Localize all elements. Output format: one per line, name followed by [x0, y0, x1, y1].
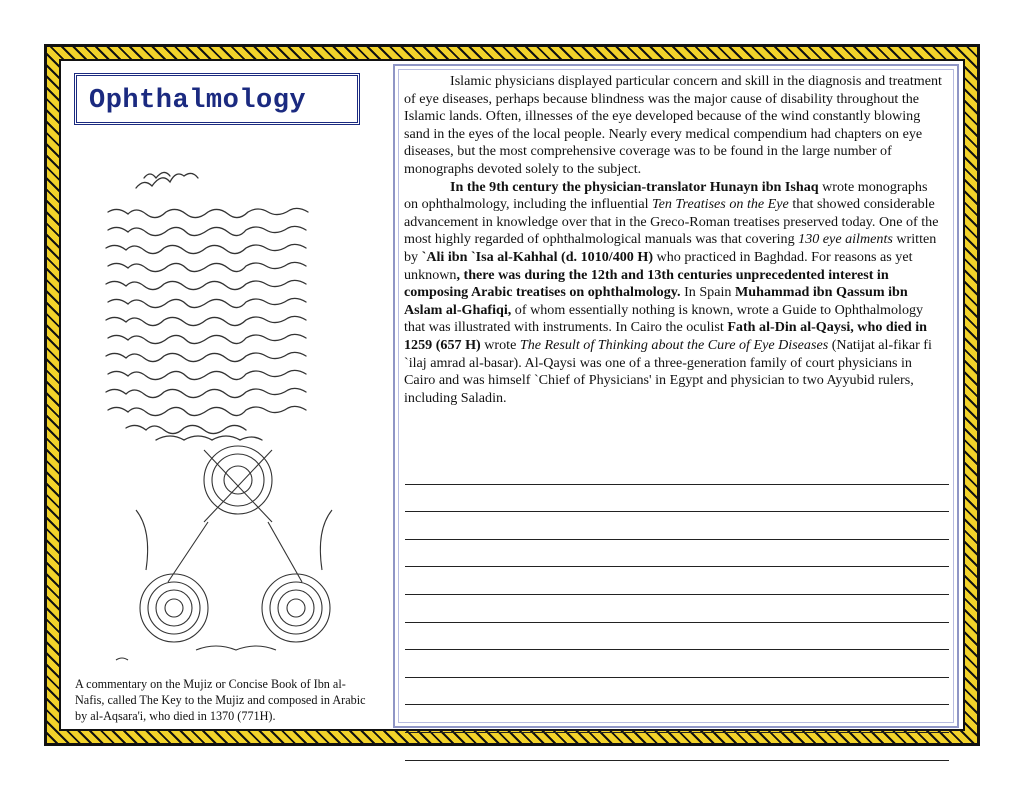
writing-line — [405, 485, 949, 513]
writing-line — [405, 512, 949, 540]
emphasis-text: , there was during the 12th and 13th centuries unprecedented interest in composing Arabic treatises on ophthalmology. — [404, 266, 889, 301]
emphasis-text: `Ali ibn `Isa al-Kahhal (d. 1010/400 H) — [421, 248, 654, 265]
paragraph-1: Islamic physicians displayed particular concern and skill in the diagnosis and treatment of eye diseases, perhaps because blindness was the major cause of disability throughout the Islamic lands. Often, illnesses of the eye developed because of the wind constantly blowing sand in the eyes of the local people. Nearly every medical compendium had chapters on eye diseases, but the most comprehensive coverage was to be found in the large number of monographs devoted solely to the subject. — [404, 73, 942, 177]
writing-line — [405, 678, 949, 706]
body-text: of whom essentially nothing is known, wrote a Guide to Ophthalmology that was illustrated with instruments. In Cairo the oculist — [404, 301, 924, 336]
body-text: that showed considerable advancement in knowledge over that in the Greco-Roman treatises preserved today. One of the most highly regarded of ophthalmological manuals was that covering — [404, 196, 939, 248]
body-text: wrote monographs on ophthalmology, including the influential — [404, 178, 928, 213]
writing-line — [405, 567, 949, 595]
body-text: (Natijat al-fikar fi `ilaj amrad al-basar). Al-Qaysi was one of a three-generation family of court physicians in Cairo and was himself `Chief of Physicians' in Egypt and physician to two Ayyubid rulers, including Saladin. — [404, 336, 932, 406]
writing-line — [405, 705, 949, 733]
writing-line — [405, 650, 949, 678]
article-panel — [393, 64, 959, 728]
book-title: The Result of Thinking about the Cure of Eye Diseases — [519, 336, 829, 353]
title-box — [74, 73, 360, 125]
body-text: written by — [404, 231, 937, 265]
writing-lines — [405, 457, 949, 761]
emphasis-text: Muhammad ibn Qassum ibn Aslam al-Ghafiqi, — [404, 284, 908, 318]
page-title: Ophthalmology — [89, 86, 307, 116]
manuscript-image — [96, 150, 366, 670]
emphasis-text: Fath al-Din al-Qaysi, who died in 1259 (657 H) — [404, 319, 928, 353]
body-text: In Spain — [680, 284, 735, 301]
eye-diagram — [116, 446, 332, 660]
figure-caption: A commentary on the Mujiz or Concise Book of Ibn al-Nafis, called The Key to the Mujiz and composed in Arabic by al-Aqsara'i, who died in 1370 (771H). — [75, 677, 366, 723]
writing-line — [405, 540, 949, 568]
manuscript-script-lines — [106, 172, 308, 440]
body-text: who practiced in Baghdad. For reasons as yet unknown — [404, 248, 913, 283]
paragraph-2 — [404, 179, 944, 408]
italic-text: 130 eye ailments — [798, 231, 893, 248]
writing-line — [405, 623, 949, 651]
emphasis-text: In the 9th century the physician-translator Hunayn ibn Ishaq — [450, 178, 819, 195]
body-text: wrote — [480, 336, 520, 353]
article-body — [404, 73, 944, 407]
writing-line — [405, 457, 949, 485]
writing-line — [405, 595, 949, 623]
book-title: Ten Treatises on the Eye — [652, 196, 789, 213]
writing-line — [405, 733, 949, 761]
